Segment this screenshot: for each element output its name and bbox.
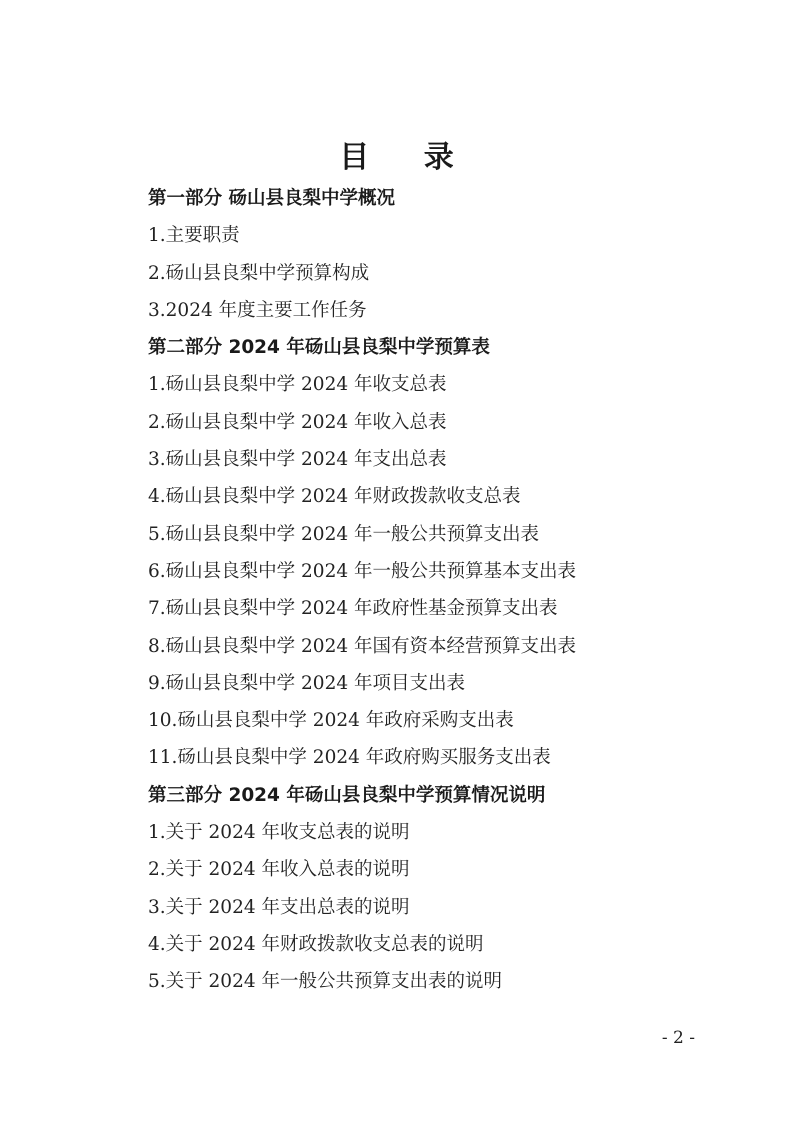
toc-part-1[interactable]: 第一部分 砀山县良梨中学概况 [148, 188, 395, 209]
toc-item[interactable]: 5.关于 2024 年一般公共预算支出表的说明 [148, 971, 502, 993]
toc-item[interactable]: 5.砀山县良梨中学 2024 年一般公共预算支出表 [148, 523, 539, 545]
toc-item[interactable]: 9.砀山县良梨中学 2024 年项目支出表 [148, 672, 465, 694]
toc-item[interactable]: 1.关于 2024 年收支总表的说明 [148, 822, 410, 844]
toc-item[interactable]: 1.砀山县良梨中学 2024 年收支总表 [148, 374, 447, 396]
toc-item[interactable]: 8.砀山县良梨中学 2024 年国有资本经营预算支出表 [148, 635, 576, 657]
toc-item[interactable]: 3.砀山县良梨中学 2024 年支出总表 [148, 449, 447, 471]
toc-item[interactable]: 7.砀山县良梨中学 2024 年政府性基金预算支出表 [148, 598, 558, 620]
toc-item[interactable]: 2.砀山县良梨中学 2024 年收入总表 [148, 411, 447, 433]
toc-item[interactable]: 10.砀山县良梨中学 2024 年政府采购支出表 [148, 710, 514, 732]
toc-item[interactable]: 1.主要职责 [148, 225, 240, 247]
page-title: 目 录 [339, 140, 476, 175]
toc-item[interactable]: 3.关于 2024 年支出总表的说明 [148, 896, 410, 918]
toc-item[interactable]: 2.砀山县良梨中学预算构成 [148, 262, 370, 284]
table-of-contents [148, 180, 748, 1001]
toc-item[interactable]: 4.砀山县良梨中学 2024 年财政拨款收支总表 [148, 486, 521, 508]
toc-part-3[interactable]: 第三部分 2024 年砀山县良梨中学预算情况说明 [148, 784, 546, 806]
toc-item[interactable]: 11.砀山县良梨中学 2024 年政府购买服务支出表 [148, 747, 551, 769]
toc-item[interactable]: 3.2024 年度主要工作任务 [148, 299, 367, 321]
page-number: - 2 - [661, 1028, 695, 1048]
toc-part-2[interactable]: 第二部分 2024 年砀山县良梨中学预算表 [148, 337, 490, 359]
toc-item[interactable]: 6.砀山县良梨中学 2024 年一般公共预算基本支出表 [148, 560, 576, 582]
toc-item[interactable]: 4.关于 2024 年财政拨款收支总表的说明 [148, 933, 484, 955]
toc-item[interactable]: 2.关于 2024 年收入总表的说明 [148, 859, 410, 881]
